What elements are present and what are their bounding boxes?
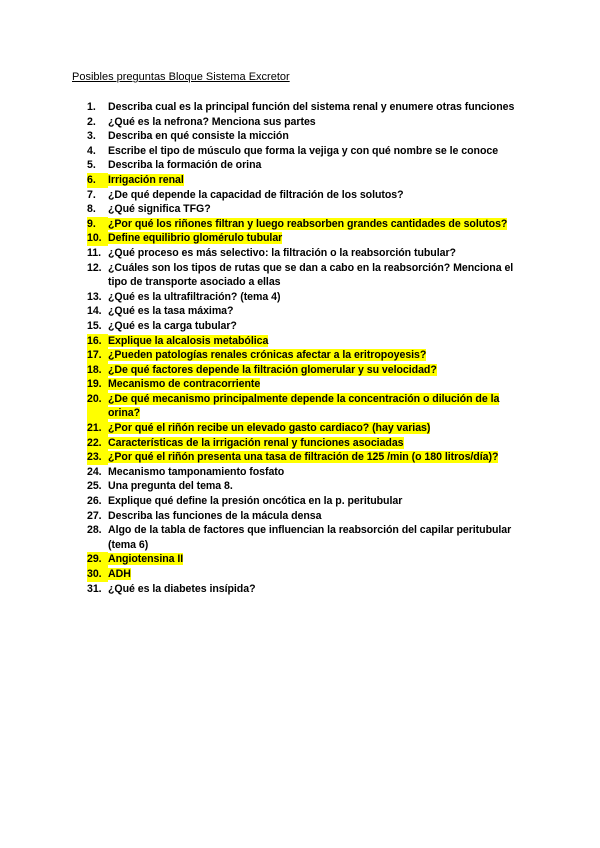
question-number: 14. — [87, 305, 102, 318]
question-text-block — [108, 552, 527, 567]
question-text-block — [108, 509, 527, 524]
question-item — [87, 334, 527, 349]
question-item — [87, 494, 527, 509]
question-item — [87, 552, 527, 567]
question-number: 7. — [87, 188, 96, 201]
question-text: ¿Qué proceso es más selectivo: la filtración o la reabsorción tubular? — [108, 246, 456, 259]
question-text: ¿Por qué el riñón presenta una tasa de filtración de 125 /min (o 180 litros/día)? — [108, 451, 499, 464]
question-text-block — [108, 304, 527, 319]
question-text: ADH — [108, 568, 131, 580]
question-item — [87, 509, 527, 524]
question-text: ¿Qué es la tasa máxima? — [108, 305, 234, 318]
question-text: Mecanismo de contracorriente — [108, 378, 261, 391]
question-item — [87, 100, 527, 115]
question-list — [87, 100, 527, 596]
question-text: Características de la irrigación renal y funciones asociadas — [108, 436, 404, 449]
question-text: ¿De qué factores depende la filtración glomerular y su velocidad? — [108, 363, 437, 376]
question-text: ¿Qué es la carga tubular? — [108, 319, 237, 332]
question-text-block — [108, 319, 527, 334]
question-number: 6. — [87, 173, 108, 188]
question-text: ¿Qué es la nefrona? Menciona sus partes — [108, 115, 316, 128]
question-text: ¿Qué significa TFG? — [108, 203, 211, 216]
question-text-block — [108, 348, 527, 363]
question-text-block — [108, 144, 527, 159]
question-text: Una pregunta del tema 8. — [108, 480, 233, 493]
question-text-block — [108, 158, 527, 173]
question-item — [87, 144, 527, 159]
question-number: 29. — [87, 552, 108, 567]
question-item — [87, 421, 527, 436]
question-number: 17. — [87, 348, 108, 363]
question-number: 16. — [87, 334, 108, 349]
question-text-block — [108, 582, 527, 597]
question-text: Define equilibrio glomérulo tubular — [108, 232, 283, 245]
question-item — [87, 479, 527, 494]
question-text: Algo de la tabla de factores que influencian la reabsorción del capilar peritubular (tema 6) — [108, 524, 512, 551]
question-item — [87, 450, 527, 465]
question-number: 27. — [87, 509, 102, 522]
question-number: 8. — [87, 203, 96, 216]
question-item — [87, 115, 527, 130]
question-number: 9. — [87, 217, 108, 232]
question-number: 22. — [87, 436, 108, 451]
question-text-block — [108, 392, 527, 421]
question-text: ¿Cuáles son los tipos de rutas que se dan a cabo en la reabsorción? Menciona el tipo de transporte asociado a ellas — [108, 261, 514, 289]
question-number: 20. — [87, 392, 108, 421]
question-text-block — [108, 465, 527, 480]
question-text: ¿Pueden patologías renales crónicas afectar a la eritropoyesis? — [108, 349, 427, 362]
question-text: ¿Por qué el riñón recibe un elevado gasto cardiaco? (hay varias) — [108, 422, 431, 435]
question-item — [87, 348, 527, 363]
question-text: Angiotensina II — [108, 553, 184, 566]
question-text: Describa en qué consiste la micción — [108, 130, 289, 143]
question-text-block — [108, 567, 527, 582]
question-text-block — [108, 202, 527, 217]
question-item — [87, 523, 527, 552]
question-number: 12. — [87, 261, 102, 274]
question-text-block — [108, 188, 527, 203]
question-text-block — [108, 246, 527, 261]
question-text-block — [108, 377, 527, 392]
question-item — [87, 290, 527, 305]
question-text-block — [108, 261, 527, 290]
question-text: Describa la formación de orina — [108, 159, 262, 172]
question-item — [87, 582, 527, 597]
question-number: 28. — [87, 524, 102, 537]
question-text-block — [108, 334, 527, 349]
question-number: 1. — [87, 101, 96, 113]
question-text: Explique la alcalosis metabólica — [108, 334, 269, 347]
question-text: ¿Por qué los riñones filtran y luego reabsorben grandes cantidades de solutos? — [108, 217, 508, 230]
question-item — [87, 246, 527, 261]
question-text: ¿De qué depende la capacidad de filtración de los solutos? — [108, 188, 404, 201]
question-text-block — [108, 523, 527, 552]
question-text-block — [108, 217, 527, 232]
document-title: Posibles preguntas Bloque Sistema Excretor — [72, 71, 290, 83]
question-text: Describa las funciones de la mácula densa — [108, 509, 322, 522]
question-number: 13. — [87, 290, 102, 303]
question-text: ¿De qué mecanismo principalmente depende la concentración o dilución de la orina? — [108, 392, 500, 420]
question-item — [87, 188, 527, 203]
question-text-block — [108, 129, 527, 144]
question-item — [87, 304, 527, 319]
question-number: 15. — [87, 319, 102, 332]
question-text-block — [108, 479, 527, 494]
question-number: 30. — [87, 567, 108, 582]
question-text-block — [108, 494, 527, 509]
question-number: 19. — [87, 377, 108, 392]
question-number: 3. — [87, 130, 96, 143]
question-number: 10. — [87, 231, 108, 246]
question-number: 4. — [87, 144, 96, 157]
question-number: 11. — [87, 246, 101, 259]
question-item — [87, 465, 527, 480]
question-text-block — [108, 231, 527, 246]
question-item — [87, 173, 527, 188]
question-text: Irrigación renal — [108, 173, 184, 186]
question-item — [87, 217, 527, 232]
question-number: 2. — [87, 115, 96, 128]
question-item — [87, 436, 527, 451]
question-item — [87, 231, 527, 246]
question-number: 21. — [87, 421, 108, 436]
question-text-block — [108, 115, 527, 130]
question-item — [87, 363, 527, 378]
question-item — [87, 261, 527, 290]
question-text: Explique qué define la presión oncótica en la p. peritubular — [108, 495, 403, 508]
question-number: 26. — [87, 495, 102, 508]
question-item — [87, 377, 527, 392]
question-text-block — [108, 100, 527, 115]
question-text-block — [108, 450, 527, 465]
question-text-block — [108, 436, 527, 451]
question-number: 24. — [87, 465, 102, 478]
question-item — [87, 129, 527, 144]
question-number: 5. — [87, 159, 96, 172]
question-item — [87, 202, 527, 217]
question-text: Escribe el tipo de músculo que forma la vejiga y con qué nombre se le conoce — [108, 144, 499, 157]
question-text: Describa cual es la principal función del sistema renal y enumere otras funciones — [108, 101, 515, 113]
question-item — [87, 567, 527, 582]
question-item — [87, 392, 527, 421]
question-number: 18. — [87, 363, 108, 378]
question-number: 23. — [87, 450, 108, 465]
question-text-block — [108, 363, 527, 378]
question-item — [87, 319, 527, 334]
question-text-block — [108, 173, 527, 188]
question-text: Mecanismo tamponamiento fosfato — [108, 465, 285, 478]
question-text: ¿Qué es la diabetes insípida? — [108, 582, 256, 595]
question-text-block — [108, 290, 527, 305]
question-number: 31. — [87, 582, 102, 595]
question-number: 25. — [87, 480, 102, 493]
question-text: ¿Qué es la ultrafiltración? (tema 4) — [108, 290, 281, 303]
question-text-block — [108, 421, 527, 436]
question-item — [87, 158, 527, 173]
